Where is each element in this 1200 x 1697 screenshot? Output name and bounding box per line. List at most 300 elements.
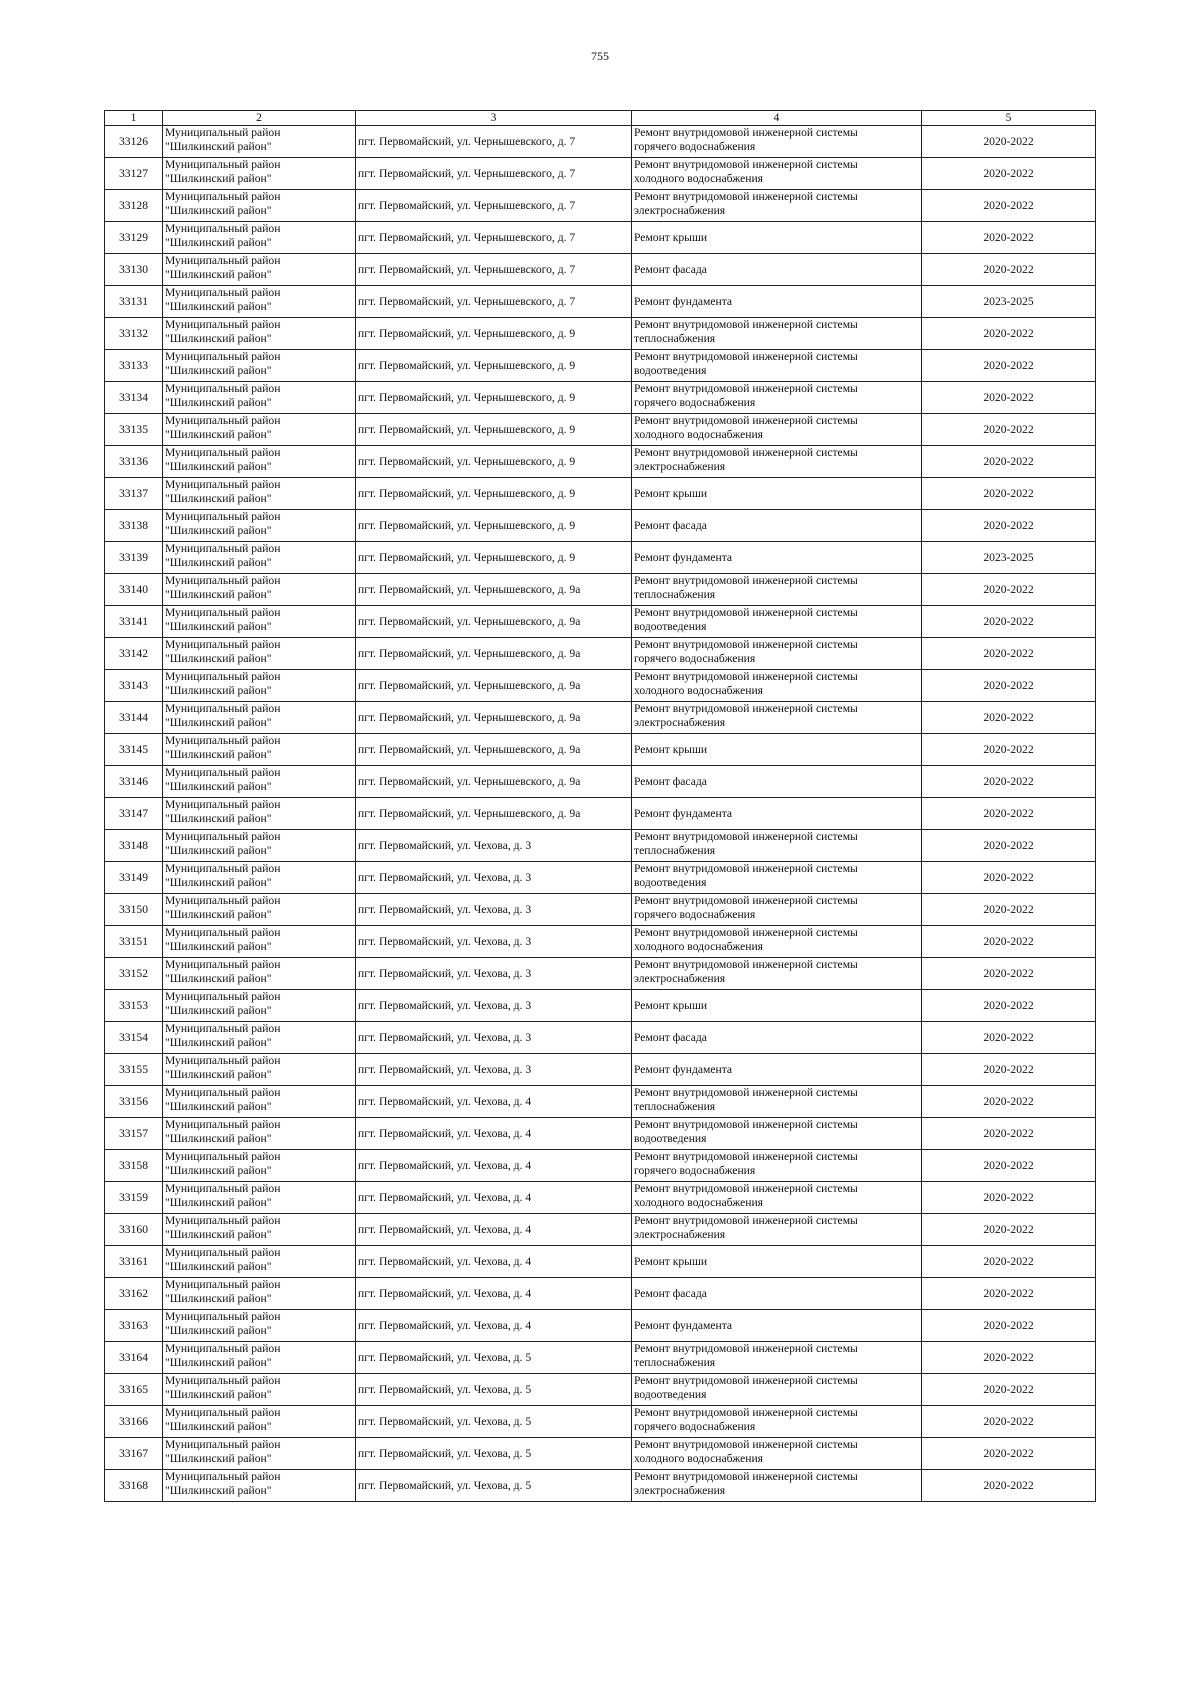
- work-type-line: Ремонт фундамента: [634, 550, 733, 564]
- work-type-line: электроснабжения: [634, 1228, 726, 1241]
- municipality-cell: [163, 1310, 356, 1342]
- work-type-cell: [632, 1118, 922, 1150]
- row-number: 33130: [105, 254, 163, 286]
- municipality-cell: [163, 766, 356, 798]
- work-type-cell: [632, 1278, 922, 1310]
- work-type-line: электроснабжения: [634, 204, 726, 217]
- address-cell: пгт. Первомайский, ул. Чехова, д. 4: [356, 1118, 632, 1150]
- table-row: [105, 638, 1096, 670]
- work-type-line: Ремонт фундамента: [634, 1318, 733, 1332]
- work-type-line: Ремонт внутридомовой инженерной системы: [634, 1086, 858, 1099]
- table-row: [105, 1118, 1096, 1150]
- municipality-line: Муниципальный район: [165, 414, 281, 427]
- period-cell: 2020-2022: [922, 1054, 1096, 1086]
- work-type-line: водоотведения: [634, 620, 707, 633]
- municipality-line: "Шилкинский район": [165, 140, 272, 153]
- municipality-line: "Шилкинский район": [165, 1388, 272, 1401]
- work-type-line: холодного водоснабжения: [634, 1452, 764, 1465]
- period-cell: 2020-2022: [922, 1406, 1096, 1438]
- municipality-cell: [163, 510, 356, 542]
- work-type-cell: [632, 1342, 922, 1374]
- municipality-cell: [163, 286, 356, 318]
- municipality-cell: [163, 1438, 356, 1470]
- table-row: [105, 990, 1096, 1022]
- work-type-line: горячего водоснабжения: [634, 1164, 756, 1177]
- municipality-cell: [163, 478, 356, 510]
- address-cell: пгт. Первомайский, ул. Чернышевского, д. 9а: [356, 798, 632, 830]
- work-type-cell: [632, 574, 922, 606]
- municipality-line: Муниципальный район: [165, 1022, 281, 1035]
- municipality-line: Муниципальный район: [165, 350, 281, 363]
- municipality-line: "Шилкинский район": [165, 1484, 272, 1497]
- work-type-line: Ремонт внутридомовой инженерной системы: [634, 1118, 858, 1131]
- address-cell: пгт. Первомайский, ул. Чернышевского, д. 9: [356, 446, 632, 478]
- municipality-cell: [163, 862, 356, 894]
- period-cell: 2020-2022: [922, 446, 1096, 478]
- municipality-line: Муниципальный район: [165, 990, 281, 1003]
- work-type-line: Ремонт внутридомовой инженерной системы: [634, 158, 858, 171]
- address-cell: пгт. Первомайский, ул. Чехова, д. 3: [356, 830, 632, 862]
- municipality-cell: [163, 1022, 356, 1054]
- table-row: [105, 862, 1096, 894]
- table-row: [105, 894, 1096, 926]
- work-type-line: горячего водоснабжения: [634, 140, 756, 153]
- municipality-line: "Шилкинский район": [165, 204, 272, 217]
- address-cell: пгт. Первомайский, ул. Чехова, д. 3: [356, 1022, 632, 1054]
- work-type-cell: [632, 510, 922, 542]
- municipality-cell: [163, 446, 356, 478]
- work-type-cell: [632, 1470, 922, 1502]
- work-type-cell: [632, 1438, 922, 1470]
- repair-schedule-table: [104, 110, 1096, 1502]
- work-type-cell: [632, 1406, 922, 1438]
- work-type-cell: [632, 894, 922, 926]
- table-row: [105, 958, 1096, 990]
- column-header: 2: [163, 111, 356, 126]
- table-row: [105, 702, 1096, 734]
- table-row: [105, 1470, 1096, 1502]
- address-cell: пгт. Первомайский, ул. Чернышевского, д. 9: [356, 414, 632, 446]
- table-row: [105, 1406, 1096, 1438]
- table-row: [105, 1054, 1096, 1086]
- work-type-cell: [632, 862, 922, 894]
- municipality-line: Муниципальный район: [165, 606, 281, 619]
- address-cell: пгт. Первомайский, ул. Чехова, д. 4: [356, 1310, 632, 1342]
- work-type-line: Ремонт внутридомовой инженерной системы: [634, 830, 858, 843]
- municipality-cell: [163, 542, 356, 574]
- address-cell: пгт. Первомайский, ул. Чехова, д. 4: [356, 1182, 632, 1214]
- table-row: [105, 1214, 1096, 1246]
- work-type-cell: [632, 1182, 922, 1214]
- work-type-line: водоотведения: [634, 876, 707, 889]
- municipality-line: Муниципальный район: [165, 1246, 281, 1259]
- work-type-cell: [632, 126, 922, 158]
- row-number: 33160: [105, 1214, 163, 1246]
- municipality-line: "Шилкинский район": [165, 652, 272, 665]
- municipality-cell: [163, 1374, 356, 1406]
- work-type-cell: [632, 702, 922, 734]
- municipality-line: Муниципальный район: [165, 510, 281, 523]
- row-number: 33150: [105, 894, 163, 926]
- table-row: [105, 414, 1096, 446]
- municipality-line: "Шилкинский район": [165, 1036, 272, 1049]
- work-type-line: водоотведения: [634, 1132, 707, 1145]
- table-row: [105, 318, 1096, 350]
- row-number: 33148: [105, 830, 163, 862]
- address-cell: пгт. Первомайский, ул. Чехова, д. 3: [356, 1054, 632, 1086]
- address-cell: пгт. Первомайский, ул. Чернышевского, д. 7: [356, 222, 632, 254]
- table-row: [105, 1022, 1096, 1054]
- municipality-cell: [163, 830, 356, 862]
- municipality-cell: [163, 574, 356, 606]
- address-cell: пгт. Первомайский, ул. Чехова, д. 3: [356, 958, 632, 990]
- period-cell: 2023-2025: [922, 542, 1096, 574]
- municipality-line: "Шилкинский район": [165, 364, 272, 377]
- work-type-line: Ремонт внутридомовой инженерной системы: [634, 958, 858, 971]
- table-row: [105, 158, 1096, 190]
- work-type-cell: [632, 318, 922, 350]
- municipality-line: Муниципальный район: [165, 318, 281, 331]
- period-cell: 2020-2022: [922, 926, 1096, 958]
- address-cell: пгт. Первомайский, ул. Чехова, д. 5: [356, 1342, 632, 1374]
- address-cell: пгт. Первомайский, ул. Чехова, д. 3: [356, 862, 632, 894]
- municipality-cell: [163, 1214, 356, 1246]
- work-type-line: горячего водоснабжения: [634, 1420, 756, 1433]
- period-cell: 2020-2022: [922, 798, 1096, 830]
- municipality-line: Муниципальный район: [165, 1374, 281, 1387]
- work-type-line: теплоснабжения: [634, 1356, 716, 1369]
- municipality-cell: [163, 1086, 356, 1118]
- municipality-line: Муниципальный район: [165, 1214, 281, 1227]
- work-type-cell: [632, 1374, 922, 1406]
- table-row: [105, 222, 1096, 254]
- work-type-cell: [632, 1054, 922, 1086]
- municipality-line: Муниципальный район: [165, 766, 281, 779]
- address-cell: пгт. Первомайский, ул. Чернышевского, д. 9: [356, 510, 632, 542]
- work-type-line: Ремонт фасада: [634, 1030, 707, 1044]
- period-cell: 2020-2022: [922, 254, 1096, 286]
- table-row: [105, 830, 1096, 862]
- period-cell: 2020-2022: [922, 1438, 1096, 1470]
- municipality-line: "Шилкинский район": [165, 908, 272, 921]
- municipality-line: Муниципальный район: [165, 1438, 281, 1451]
- row-number: 33136: [105, 446, 163, 478]
- address-cell: пгт. Первомайский, ул. Чехова, д. 5: [356, 1438, 632, 1470]
- work-type-cell: [632, 958, 922, 990]
- municipality-line: "Шилкинский район": [165, 620, 272, 633]
- row-number: 33161: [105, 1246, 163, 1278]
- work-type-line: Ремонт внутридомовой инженерной системы: [634, 1214, 858, 1227]
- work-type-line: Ремонт внутридомовой инженерной системы: [634, 350, 858, 363]
- row-number: 33129: [105, 222, 163, 254]
- address-cell: пгт. Первомайский, ул. Чернышевского, д. 7: [356, 126, 632, 158]
- row-number: 33147: [105, 798, 163, 830]
- municipality-line: "Шилкинский район": [165, 1356, 272, 1369]
- work-type-line: Ремонт внутридомовой инженерной системы: [634, 862, 858, 875]
- municipality-cell: [163, 254, 356, 286]
- work-type-cell: [632, 222, 922, 254]
- municipality-line: Муниципальный район: [165, 670, 281, 683]
- work-type-line: Ремонт внутридомовой инженерной системы: [634, 1182, 858, 1195]
- table-row: [105, 1246, 1096, 1278]
- address-cell: пгт. Первомайский, ул. Чехова, д. 4: [356, 1150, 632, 1182]
- municipality-line: "Шилкинский район": [165, 1324, 272, 1337]
- work-type-line: Ремонт фасада: [634, 262, 707, 276]
- work-type-line: Ремонт внутридомовой инженерной системы: [634, 414, 858, 427]
- municipality-line: Муниципальный район: [165, 190, 281, 203]
- work-type-cell: [632, 798, 922, 830]
- address-cell: пгт. Первомайский, ул. Чернышевского, д. 9а: [356, 702, 632, 734]
- period-cell: 2020-2022: [922, 1278, 1096, 1310]
- work-type-line: Ремонт внутридомовой инженерной системы: [634, 446, 858, 459]
- municipality-line: "Шилкинский район": [165, 684, 272, 697]
- work-type-line: Ремонт внутридомовой инженерной системы: [634, 1470, 858, 1483]
- address-cell: пгт. Первомайский, ул. Чехова, д. 3: [356, 990, 632, 1022]
- work-type-cell: [632, 1086, 922, 1118]
- work-type-line: Ремонт фундамента: [634, 1062, 733, 1076]
- municipality-line: Муниципальный район: [165, 446, 281, 459]
- work-type-cell: [632, 254, 922, 286]
- table-row: [105, 574, 1096, 606]
- period-cell: 2020-2022: [922, 1118, 1096, 1150]
- period-cell: 2020-2022: [922, 670, 1096, 702]
- table-row: [105, 382, 1096, 414]
- period-cell: 2020-2022: [922, 734, 1096, 766]
- row-number: 33149: [105, 862, 163, 894]
- period-cell: 2020-2022: [922, 574, 1096, 606]
- address-cell: пгт. Первомайский, ул. Чернышевского, д. 9а: [356, 670, 632, 702]
- municipality-cell: [163, 1342, 356, 1374]
- municipality-cell: [163, 638, 356, 670]
- work-type-line: Ремонт внутридомовой инженерной системы: [634, 638, 858, 651]
- municipality-cell: [163, 734, 356, 766]
- work-type-cell: [632, 606, 922, 638]
- work-type-cell: [632, 478, 922, 510]
- row-number: 33140: [105, 574, 163, 606]
- address-cell: пгт. Первомайский, ул. Чехова, д. 5: [356, 1406, 632, 1438]
- table-row: [105, 798, 1096, 830]
- work-type-cell: [632, 158, 922, 190]
- work-type-line: Ремонт крыши: [634, 998, 708, 1012]
- table-row: [105, 1150, 1096, 1182]
- municipality-cell: [163, 1150, 356, 1182]
- table-row: [105, 478, 1096, 510]
- municipality-cell: [163, 990, 356, 1022]
- row-number: 33144: [105, 702, 163, 734]
- period-cell: 2020-2022: [922, 382, 1096, 414]
- work-type-line: Ремонт внутридомовой инженерной системы: [634, 318, 858, 331]
- municipality-line: "Шилкинский район": [165, 1100, 272, 1113]
- work-type-cell: [632, 1150, 922, 1182]
- row-number: 33131: [105, 286, 163, 318]
- work-type-cell: [632, 542, 922, 574]
- row-number: 33137: [105, 478, 163, 510]
- row-number: 33146: [105, 766, 163, 798]
- municipality-line: "Шилкинский район": [165, 1164, 272, 1177]
- municipality-cell: [163, 1246, 356, 1278]
- work-type-line: Ремонт внутридомовой инженерной системы: [634, 1374, 858, 1387]
- row-number: 33157: [105, 1118, 163, 1150]
- address-cell: пгт. Первомайский, ул. Чехова, д. 3: [356, 926, 632, 958]
- address-cell: пгт. Первомайский, ул. Чехова, д. 4: [356, 1086, 632, 1118]
- work-type-line: Ремонт внутридомовой инженерной системы: [634, 1342, 858, 1355]
- municipality-line: Муниципальный район: [165, 638, 281, 651]
- municipality-cell: [163, 158, 356, 190]
- municipality-line: Муниципальный район: [165, 1278, 281, 1291]
- period-cell: 2020-2022: [922, 158, 1096, 190]
- row-number: 33165: [105, 1374, 163, 1406]
- address-cell: пгт. Первомайский, ул. Чернышевского, д. 9а: [356, 638, 632, 670]
- row-number: 33133: [105, 350, 163, 382]
- row-number: 33127: [105, 158, 163, 190]
- row-number: 33135: [105, 414, 163, 446]
- municipality-line: "Шилкинский район": [165, 236, 272, 249]
- work-type-line: холодного водоснабжения: [634, 940, 764, 953]
- work-type-line: холодного водоснабжения: [634, 684, 764, 697]
- work-type-line: горячего водоснабжения: [634, 396, 756, 409]
- table-row: [105, 254, 1096, 286]
- row-number: 33164: [105, 1342, 163, 1374]
- table-row: [105, 1086, 1096, 1118]
- municipality-line: Муниципальный район: [165, 958, 281, 971]
- municipality-line: Муниципальный район: [165, 926, 281, 939]
- work-type-cell: [632, 670, 922, 702]
- municipality-line: "Шилкинский район": [165, 972, 272, 985]
- municipality-line: Муниципальный район: [165, 382, 281, 395]
- work-type-line: электроснабжения: [634, 716, 726, 729]
- work-type-line: холодного водоснабжения: [634, 428, 764, 441]
- table-row: [105, 1182, 1096, 1214]
- work-type-line: теплоснабжения: [634, 844, 716, 857]
- table-row: [105, 542, 1096, 574]
- municipality-cell: [163, 318, 356, 350]
- municipality-line: "Шилкинский район": [165, 556, 272, 569]
- row-number: 33141: [105, 606, 163, 638]
- work-type-cell: [632, 1246, 922, 1278]
- work-type-cell: [632, 1214, 922, 1246]
- municipality-line: "Шилкинский район": [165, 1228, 272, 1241]
- municipality-line: Муниципальный район: [165, 542, 281, 555]
- municipality-line: Муниципальный район: [165, 894, 281, 907]
- work-type-line: Ремонт внутридомовой инженерной системы: [634, 894, 858, 907]
- municipality-cell: [163, 894, 356, 926]
- work-type-line: Ремонт фасада: [634, 774, 707, 788]
- municipality-line: Муниципальный район: [165, 798, 281, 811]
- address-cell: пгт. Первомайский, ул. Чернышевского, д. 7: [356, 190, 632, 222]
- municipality-cell: [163, 126, 356, 158]
- period-cell: 2020-2022: [922, 1182, 1096, 1214]
- municipality-line: "Шилкинский район": [165, 460, 272, 473]
- table-row: [105, 926, 1096, 958]
- municipality-line: Муниципальный район: [165, 830, 281, 843]
- period-cell: 2020-2022: [922, 862, 1096, 894]
- municipality-line: Муниципальный район: [165, 254, 281, 267]
- period-cell: 2020-2022: [922, 414, 1096, 446]
- period-cell: 2020-2022: [922, 638, 1096, 670]
- municipality-cell: [163, 1182, 356, 1214]
- table-row: [105, 606, 1096, 638]
- row-number: 33163: [105, 1310, 163, 1342]
- municipality-line: "Шилкинский район": [165, 428, 272, 441]
- table-row: [105, 1278, 1096, 1310]
- table-row: [105, 446, 1096, 478]
- municipality-cell: [163, 926, 356, 958]
- period-cell: 2020-2022: [922, 702, 1096, 734]
- municipality-cell: [163, 382, 356, 414]
- work-type-cell: [632, 1310, 922, 1342]
- municipality-line: "Шилкинский район": [165, 1068, 272, 1081]
- municipality-line: Муниципальный район: [165, 222, 281, 235]
- period-cell: 2020-2022: [922, 1374, 1096, 1406]
- municipality-cell: [163, 1278, 356, 1310]
- work-type-line: Ремонт фундамента: [634, 294, 733, 308]
- municipality-line: "Шилкинский район": [165, 1132, 272, 1145]
- column-number-row: [105, 111, 1096, 126]
- row-number: 33162: [105, 1278, 163, 1310]
- work-type-cell: [632, 350, 922, 382]
- address-cell: пгт. Первомайский, ул. Чернышевского, д. 9: [356, 478, 632, 510]
- period-cell: 2020-2022: [922, 1246, 1096, 1278]
- row-number: 33154: [105, 1022, 163, 1054]
- municipality-line: "Шилкинский район": [165, 396, 272, 409]
- period-cell: 2020-2022: [922, 222, 1096, 254]
- municipality-line: Муниципальный район: [165, 1054, 281, 1067]
- period-cell: 2020-2022: [922, 1214, 1096, 1246]
- period-cell: 2020-2022: [922, 958, 1096, 990]
- work-type-line: Ремонт внутридомовой инженерной системы: [634, 1150, 858, 1163]
- address-cell: пгт. Первомайский, ул. Чехова, д. 4: [356, 1214, 632, 1246]
- period-cell: 2020-2022: [922, 1342, 1096, 1374]
- municipality-cell: [163, 222, 356, 254]
- period-cell: 2020-2022: [922, 1470, 1096, 1502]
- row-number: 33153: [105, 990, 163, 1022]
- table-row: [105, 766, 1096, 798]
- period-cell: 2020-2022: [922, 1086, 1096, 1118]
- address-cell: пгт. Первомайский, ул. Чернышевского, д. 9: [356, 350, 632, 382]
- table-row: [105, 1310, 1096, 1342]
- municipality-line: Муниципальный район: [165, 478, 281, 491]
- municipality-cell: [163, 958, 356, 990]
- row-number: 33126: [105, 126, 163, 158]
- work-type-line: водоотведения: [634, 1388, 707, 1401]
- municipality-line: Муниципальный район: [165, 1470, 281, 1483]
- work-type-line: Ремонт внутридомовой инженерной системы: [634, 702, 858, 715]
- municipality-line: Муниципальный район: [165, 1310, 281, 1323]
- municipality-cell: [163, 190, 356, 222]
- period-cell: 2023-2025: [922, 286, 1096, 318]
- work-type-line: электроснабжения: [634, 460, 726, 473]
- period-cell: 2020-2022: [922, 1310, 1096, 1342]
- municipality-line: Муниципальный район: [165, 126, 281, 139]
- row-number: 33166: [105, 1406, 163, 1438]
- period-cell: 2020-2022: [922, 894, 1096, 926]
- address-cell: пгт. Первомайский, ул. Чернышевского, д. 9а: [356, 734, 632, 766]
- work-type-line: холодного водоснабжения: [634, 1196, 764, 1209]
- municipality-line: "Шилкинский район": [165, 748, 272, 761]
- municipality-line: "Шилкинский район": [165, 1260, 272, 1273]
- work-type-line: горячего водоснабжения: [634, 908, 756, 921]
- row-number: 33145: [105, 734, 163, 766]
- row-number: 33151: [105, 926, 163, 958]
- address-cell: пгт. Первомайский, ул. Чернышевского, д. 7: [356, 254, 632, 286]
- row-number: 33128: [105, 190, 163, 222]
- row-number: 33156: [105, 1086, 163, 1118]
- municipality-line: Муниципальный район: [165, 1406, 281, 1419]
- work-type-cell: [632, 382, 922, 414]
- work-type-cell: [632, 414, 922, 446]
- municipality-line: "Шилкинский район": [165, 940, 272, 953]
- municipality-line: "Шилкинский район": [165, 332, 272, 345]
